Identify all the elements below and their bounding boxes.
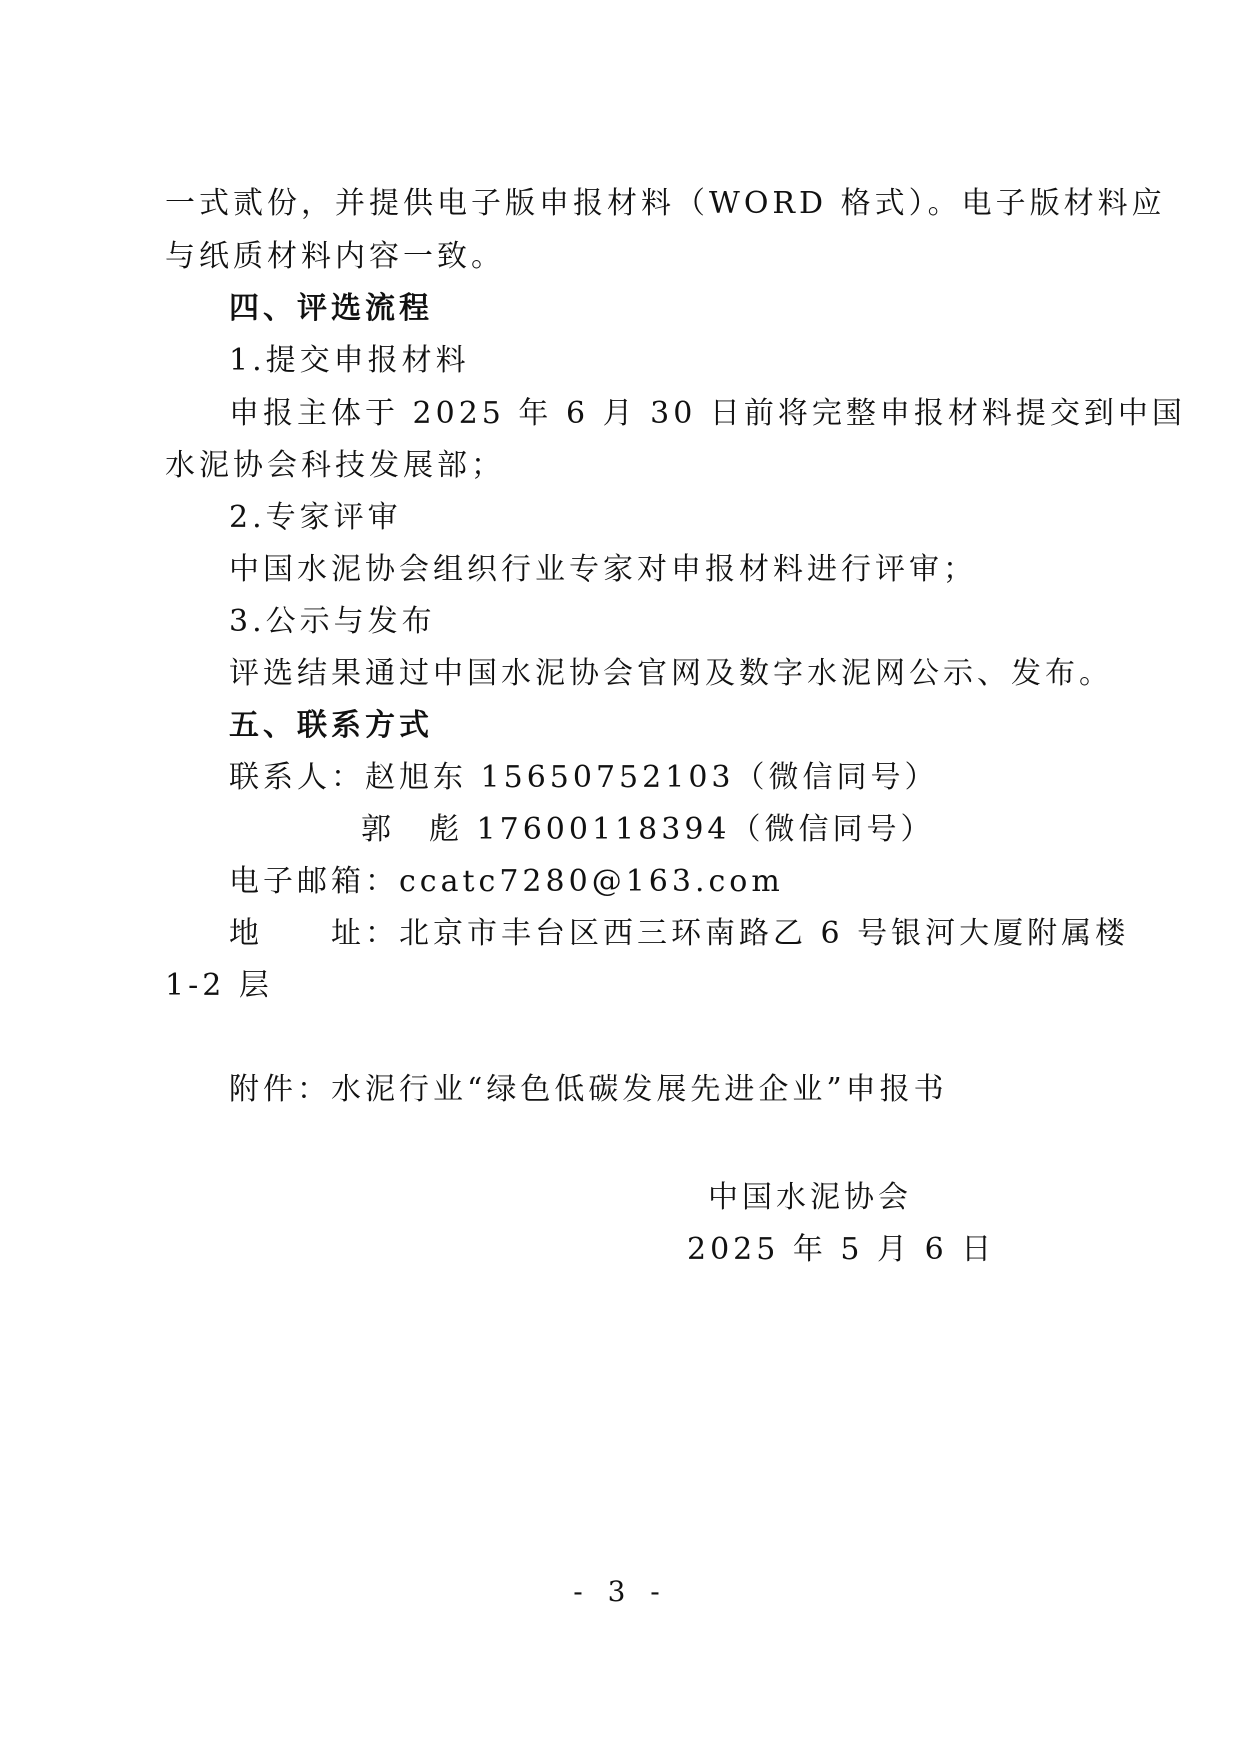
address-line1: 北京市丰台区西三环南路乙 6 号银河大厦附属楼 — [399, 916, 1130, 951]
email-address: ccatc7280@163.com — [399, 864, 784, 899]
step2-text: 中国水泥协会组织行业专家对申报材料进行评审； — [229, 552, 977, 587]
email-row — [229, 862, 784, 902]
section4-heading: 四、评选流程 — [229, 291, 433, 326]
address-line2: 1-2 层 — [165, 968, 273, 1003]
contact-2: 郭 彪 17600118394（微信同号） — [361, 812, 935, 847]
contact-label: 联系人： — [229, 760, 365, 795]
step3-text: 评选结果通过中国水泥协会官网及数字水泥网公示、发布。 — [229, 656, 1113, 691]
email-label: 电子邮箱： — [229, 864, 399, 899]
section3-tail-line2: 与纸质材料内容一致。 — [165, 239, 505, 274]
section5-heading: 五、联系方式 — [229, 708, 433, 743]
contact-row-1 — [229, 758, 939, 798]
step3-title: 3.公示与发布 — [229, 604, 436, 639]
signature-date: 2025 年 5 月 6 日 — [687, 1232, 996, 1267]
step1-title: 1.提交申报材料 — [229, 343, 470, 378]
section3-tail-line1: 一式贰份，并提供电子版申报材料（WORD 格式）。电子版材料应 — [165, 186, 1166, 221]
step1-text-line2: 水泥协会科技发展部； — [165, 448, 505, 483]
step2-title: 2.专家评审 — [229, 500, 402, 535]
page-number: - 3 - — [573, 1575, 668, 1608]
signature-org: 中国水泥协会 — [708, 1180, 912, 1215]
address-label: 地 址： — [229, 916, 399, 951]
attachment-note: 附件：水泥行业“绿色低碳发展先进企业”申报书 — [229, 1072, 948, 1107]
address-row — [229, 914, 1129, 954]
contact-1: 赵旭东 15650752103（微信同号） — [365, 760, 939, 795]
step1-text-line1: 申报主体于 2025 年 6 月 30 日前将完整申报材料提交到中国 — [229, 396, 1186, 431]
